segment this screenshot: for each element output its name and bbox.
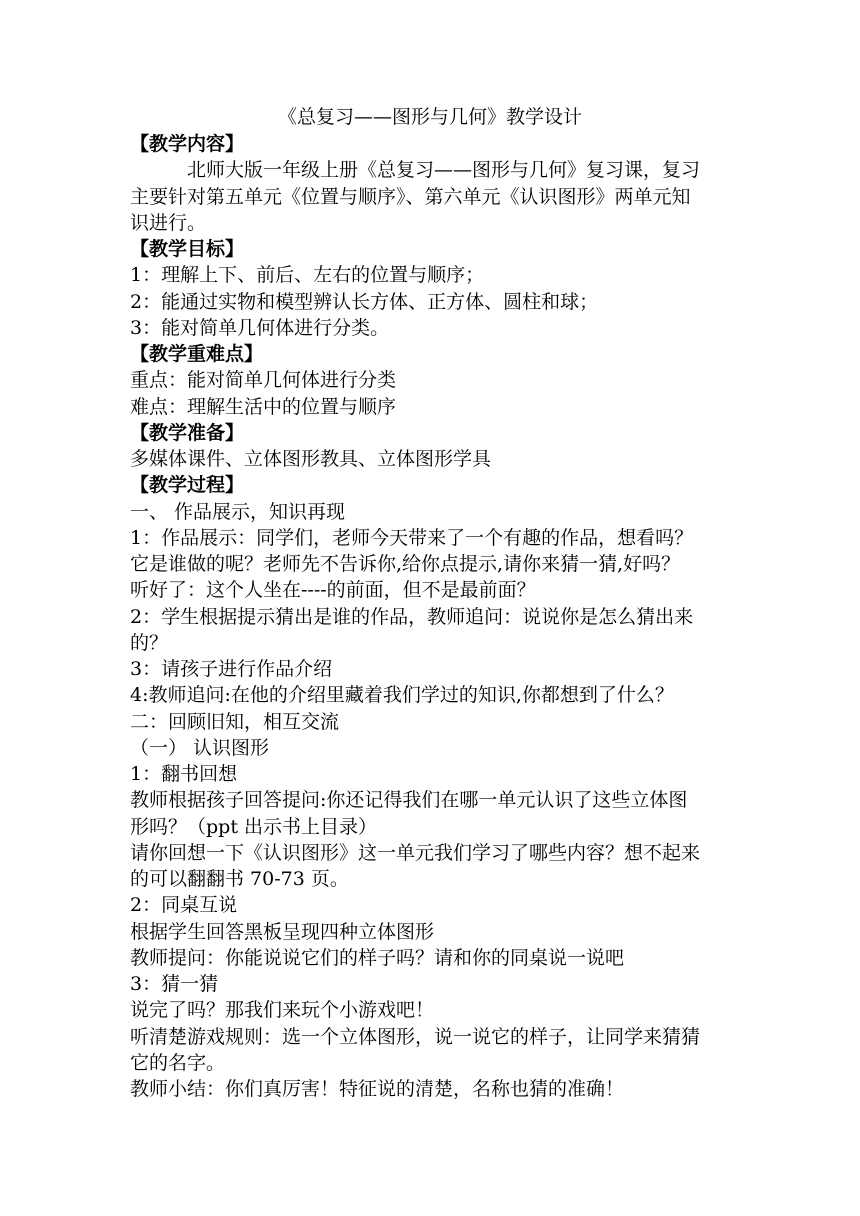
text-line: 1：翻书回想 <box>130 763 238 785</box>
text-line: 形吗？（ppt 出示书上目录） <box>130 815 378 838</box>
text-line: 教师小结：你们真厉害！特征说的清楚，名称也猜的准确！ <box>130 1078 625 1100</box>
text-line: 2：学生根据提示猜出是谁的作品，教师追问：说说你是怎么猜出来 <box>130 605 694 628</box>
text-line: 1：作品展示：同学们，老师今天带来了一个有趣的作品，想看吗？ <box>130 526 694 549</box>
text-line: 一、 作品展示，知识再现 <box>130 500 346 523</box>
text-line: 请你回想一下《认识图形》这一单元我们学习了哪些内容？想不起来 <box>130 841 701 864</box>
text-line: 3：猜一猜 <box>130 973 219 995</box>
section-heading: 【教学内容】 <box>130 133 245 155</box>
section-heading: 【教学目标】 <box>130 238 245 260</box>
text-line: 的？ <box>130 631 169 654</box>
text-line: 的可以翻翻书 70-73 页。 <box>130 868 349 890</box>
text-line: 听好了：这个人坐在----的前面，但不是最前面？ <box>130 579 536 602</box>
text-line: 2：同桌互说 <box>130 894 238 917</box>
text-line: 难点：理解生活中的位置与顺序 <box>130 395 397 418</box>
text-line: 说完了吗？那我们来玩个小游戏吧！ <box>130 999 435 1022</box>
text-line: 多媒体课件、立体图形教具、立体图形学具 <box>130 448 492 470</box>
text-line: （一） 认识图形 <box>130 736 270 759</box>
text-line: 教师提问：你能说说它们的样子吗？请和你的同桌说一说吧 <box>130 946 625 969</box>
text-line: 主要针对第五单元《位置与顺序》、第六单元《认识图形》两单元知 <box>130 185 691 208</box>
text-line: 2：能通过实物和模型辨认长方体、正方体、圆柱和球； <box>130 290 599 313</box>
document-title: 《总复习——图形与几何》教学设计 <box>277 106 582 128</box>
text-line: 根据学生回答黑板呈现四种立体图形 <box>130 920 435 943</box>
document-body <box>130 131 734 1102</box>
text-line: 重点：能对简单几何体进行分类 <box>130 369 397 392</box>
section-heading: 【教学重难点】 <box>130 343 264 365</box>
text-line: 北师大版一年级上册《总复习——图形与几何》复习课，复习 <box>187 159 701 182</box>
text-line: 3：能对简单几何体进行分类。 <box>130 316 390 339</box>
section-heading: 【教学过程】 <box>130 474 245 497</box>
section-heading: 【教学准备】 <box>130 421 245 444</box>
text-line: 听清楚游戏规则：选一个立体图形，说一说它的样子，让同学来猜猜 <box>130 1025 701 1048</box>
text-line: 4:教师追问:在他的介绍里藏着我们学过的知识,你都想到了什么？ <box>130 684 674 707</box>
text-line: 3：请孩子进行作品介绍 <box>130 658 333 680</box>
text-line: 二：回顾旧知，相互交流 <box>130 710 340 733</box>
text-line: 1：理解上下、前后、左右的位置与顺序； <box>130 264 485 287</box>
text-line: 它的名字。 <box>130 1051 226 1074</box>
text-line: 教师根据孩子回答提问:你还记得我们在哪一单元认识了这些立体图 <box>130 789 688 812</box>
text-line: 识进行。 <box>130 211 207 234</box>
text-line: 它是谁做的呢？老师先不告诉你,给你点提示,请你来猜一猜,好吗？ <box>130 553 681 575</box>
